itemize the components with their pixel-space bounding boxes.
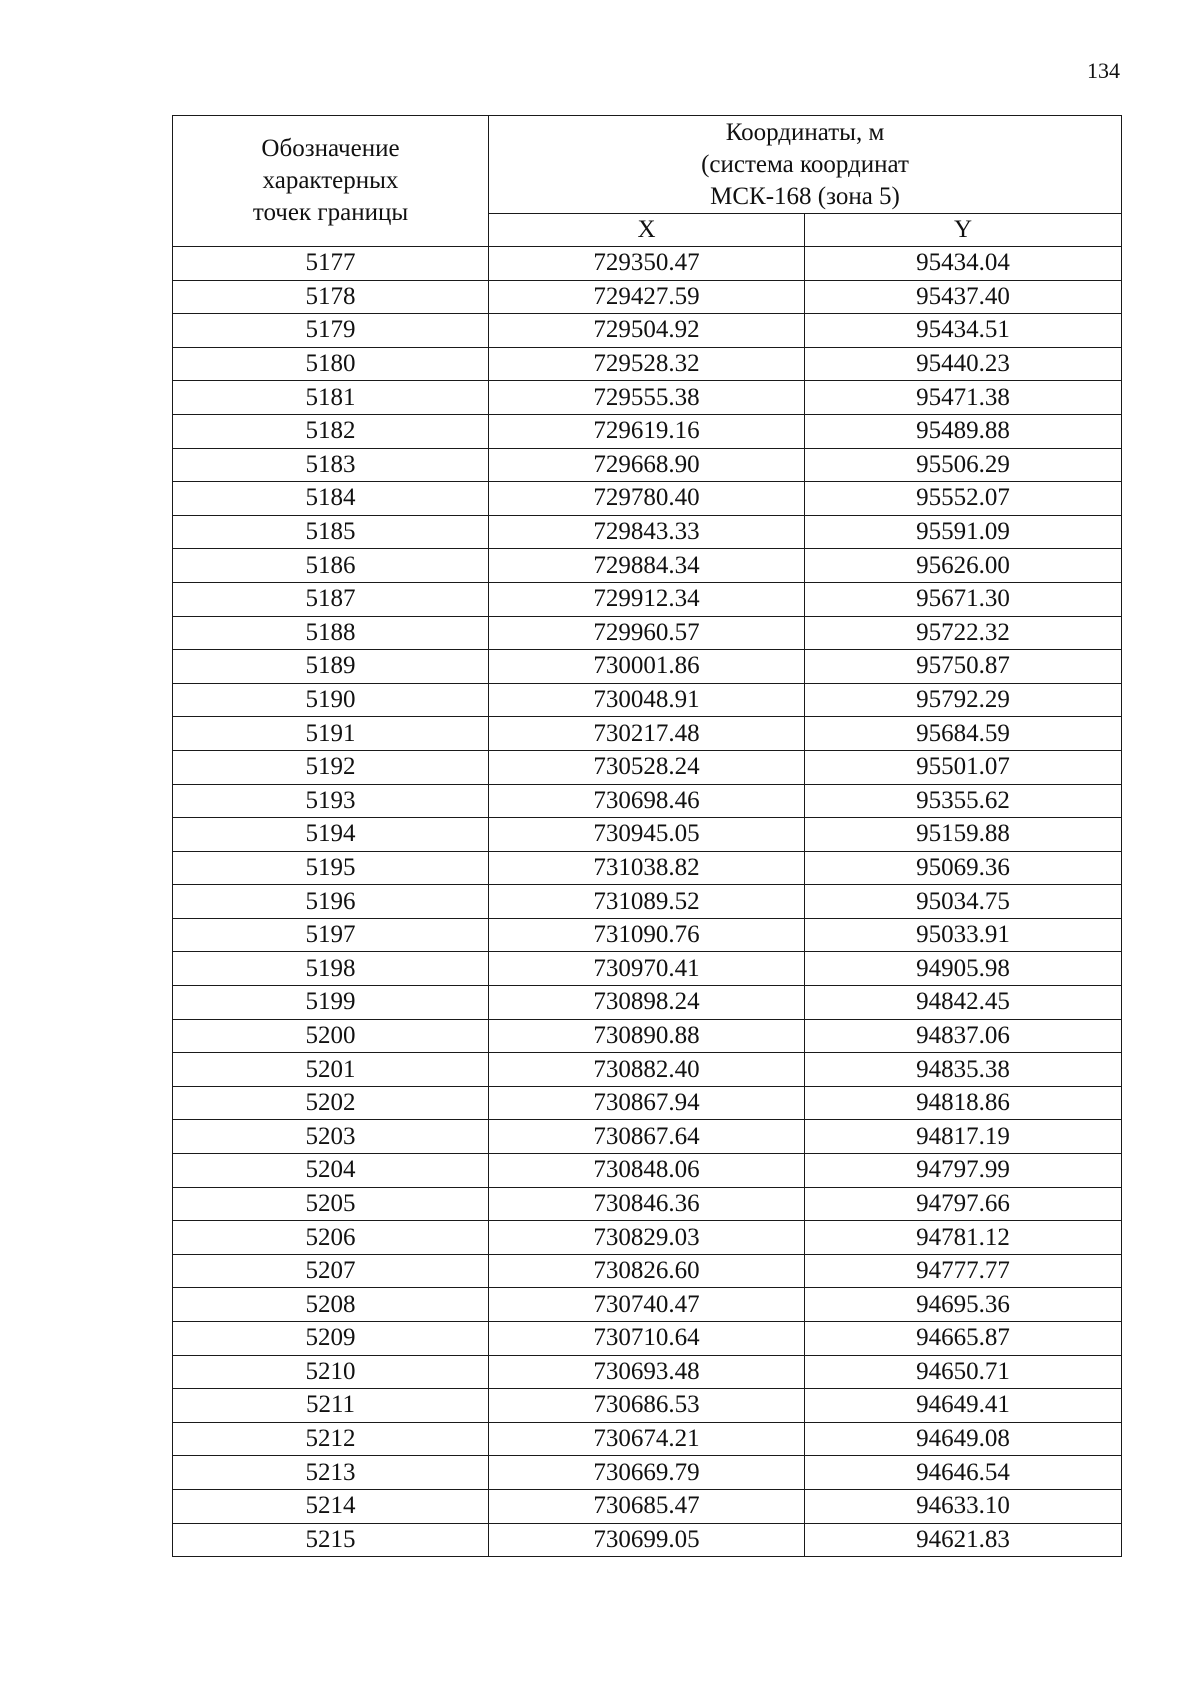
cell-y: 94650.71 <box>805 1355 1122 1389</box>
cell-y: 95034.75 <box>805 885 1122 919</box>
cell-x: 729619.16 <box>489 414 805 448</box>
cell-x: 730685.47 <box>489 1489 805 1523</box>
table-row <box>173 515 1122 549</box>
cell-point: 5193 <box>173 784 489 818</box>
table-row <box>173 1389 1122 1423</box>
cell-y: 94665.87 <box>805 1322 1122 1356</box>
table-row <box>173 1221 1122 1255</box>
cell-x: 730001.86 <box>489 650 805 684</box>
cell-x: 729427.59 <box>489 280 805 314</box>
cell-point: 5188 <box>173 616 489 650</box>
cell-point: 5210 <box>173 1355 489 1389</box>
cell-point: 5209 <box>173 1322 489 1356</box>
cell-y: 94835.38 <box>805 1053 1122 1087</box>
cell-x: 730867.94 <box>489 1086 805 1120</box>
table-row <box>173 247 1122 281</box>
table-row <box>173 1187 1122 1221</box>
table-row <box>173 1053 1122 1087</box>
cell-x: 729884.34 <box>489 549 805 583</box>
table-row <box>173 1322 1122 1356</box>
cell-x: 730710.64 <box>489 1322 805 1356</box>
cell-point: 5192 <box>173 750 489 784</box>
cell-x: 730699.05 <box>489 1523 805 1557</box>
cell-y: 94646.54 <box>805 1456 1122 1490</box>
table-row <box>173 1523 1122 1557</box>
table-row <box>173 1422 1122 1456</box>
cell-x: 730048.91 <box>489 683 805 717</box>
cell-x: 729960.57 <box>489 616 805 650</box>
cell-x: 730829.03 <box>489 1221 805 1255</box>
cell-x: 730698.46 <box>489 784 805 818</box>
cell-x: 730693.48 <box>489 1355 805 1389</box>
cell-y: 95471.38 <box>805 381 1122 415</box>
table-row <box>173 885 1122 919</box>
cell-point: 5211 <box>173 1389 489 1423</box>
cell-x: 730674.21 <box>489 1422 805 1456</box>
cell-point: 5203 <box>173 1120 489 1154</box>
table-row <box>173 851 1122 885</box>
table-row <box>173 717 1122 751</box>
table-row <box>173 347 1122 381</box>
table-row <box>173 414 1122 448</box>
table-row <box>173 784 1122 818</box>
cell-y: 94781.12 <box>805 1221 1122 1255</box>
cell-y: 94817.19 <box>805 1120 1122 1154</box>
cell-y: 95552.07 <box>805 482 1122 516</box>
header-coordinates <box>489 116 1122 214</box>
cell-y: 94905.98 <box>805 952 1122 986</box>
page-number: 134 <box>1087 58 1120 83</box>
cell-point: 5198 <box>173 952 489 986</box>
table-row <box>173 1120 1122 1154</box>
cell-x: 729912.34 <box>489 582 805 616</box>
cell-y: 95434.04 <box>805 247 1122 281</box>
cell-y: 95506.29 <box>805 448 1122 482</box>
cell-point: 5194 <box>173 818 489 852</box>
cell-y: 95684.59 <box>805 717 1122 751</box>
cell-point: 5177 <box>173 247 489 281</box>
cell-y: 95437.40 <box>805 280 1122 314</box>
table-row <box>173 1254 1122 1288</box>
cell-y: 95792.29 <box>805 683 1122 717</box>
table-row <box>173 1154 1122 1188</box>
cell-y: 95750.87 <box>805 650 1122 684</box>
cell-y: 95489.88 <box>805 414 1122 448</box>
table-row <box>173 1288 1122 1322</box>
cell-y: 94797.99 <box>805 1154 1122 1188</box>
table-row <box>173 280 1122 314</box>
header-y: Y <box>805 214 1122 247</box>
cell-x: 730890.88 <box>489 1019 805 1053</box>
table-row <box>173 683 1122 717</box>
cell-y: 95501.07 <box>805 750 1122 784</box>
cell-x: 731089.52 <box>489 885 805 919</box>
cell-y: 94621.83 <box>805 1523 1122 1557</box>
cell-point: 5195 <box>173 851 489 885</box>
cell-point: 5196 <box>173 885 489 919</box>
cell-point: 5212 <box>173 1422 489 1456</box>
cell-y: 95159.88 <box>805 818 1122 852</box>
cell-y: 95626.00 <box>805 549 1122 583</box>
cell-point: 5184 <box>173 482 489 516</box>
cell-x: 729780.40 <box>489 482 805 516</box>
table-row <box>173 482 1122 516</box>
cell-x: 730898.24 <box>489 986 805 1020</box>
cell-y: 95434.51 <box>805 314 1122 348</box>
cell-point: 5202 <box>173 1086 489 1120</box>
cell-point: 5213 <box>173 1456 489 1490</box>
cell-y: 94842.45 <box>805 986 1122 1020</box>
table-row <box>173 952 1122 986</box>
cell-x: 729843.33 <box>489 515 805 549</box>
table-row <box>173 1019 1122 1053</box>
table-row <box>173 582 1122 616</box>
cell-x: 729350.47 <box>489 247 805 281</box>
cell-point: 5208 <box>173 1288 489 1322</box>
cell-y: 95591.09 <box>805 515 1122 549</box>
table-row <box>173 314 1122 348</box>
table-row <box>173 616 1122 650</box>
cell-point: 5205 <box>173 1187 489 1221</box>
cell-x: 729555.38 <box>489 381 805 415</box>
cell-point: 5191 <box>173 717 489 751</box>
cell-point: 5197 <box>173 918 489 952</box>
cell-y: 94797.66 <box>805 1187 1122 1221</box>
cell-y: 94649.41 <box>805 1389 1122 1423</box>
cell-x: 731090.76 <box>489 918 805 952</box>
cell-point: 5183 <box>173 448 489 482</box>
table-row <box>173 918 1122 952</box>
cell-point: 5180 <box>173 347 489 381</box>
cell-y: 95671.30 <box>805 582 1122 616</box>
cell-point: 5200 <box>173 1019 489 1053</box>
table-row <box>173 1456 1122 1490</box>
cell-y: 94837.06 <box>805 1019 1122 1053</box>
table-row <box>173 750 1122 784</box>
cell-point: 5201 <box>173 1053 489 1087</box>
cell-point: 5215 <box>173 1523 489 1557</box>
cell-point: 5187 <box>173 582 489 616</box>
cell-point: 5185 <box>173 515 489 549</box>
cell-point: 5214 <box>173 1489 489 1523</box>
cell-x: 730669.79 <box>489 1456 805 1490</box>
cell-point: 5178 <box>173 280 489 314</box>
table-row <box>173 448 1122 482</box>
table-body <box>173 247 1122 1557</box>
cell-point: 5206 <box>173 1221 489 1255</box>
table-row <box>173 818 1122 852</box>
cell-x: 730848.06 <box>489 1154 805 1188</box>
cell-x: 730970.41 <box>489 952 805 986</box>
cell-x: 730528.24 <box>489 750 805 784</box>
cell-y: 95069.36 <box>805 851 1122 885</box>
cell-y: 94818.86 <box>805 1086 1122 1120</box>
cell-point: 5207 <box>173 1254 489 1288</box>
cell-y: 95440.23 <box>805 347 1122 381</box>
cell-y: 94649.08 <box>805 1422 1122 1456</box>
cell-point: 5189 <box>173 650 489 684</box>
cell-y: 94633.10 <box>805 1489 1122 1523</box>
cell-y: 94777.77 <box>805 1254 1122 1288</box>
cell-x: 730867.64 <box>489 1120 805 1154</box>
cell-point: 5181 <box>173 381 489 415</box>
header-point-label: Обозначение характерных точек границы <box>252 135 409 226</box>
table-row <box>173 650 1122 684</box>
table-header-row <box>173 116 1122 214</box>
cell-y: 95722.32 <box>805 616 1122 650</box>
cell-x: 729504.92 <box>489 314 805 348</box>
coordinates-table <box>172 115 1122 1557</box>
cell-point: 5199 <box>173 986 489 1020</box>
table-row <box>173 549 1122 583</box>
cell-x: 730945.05 <box>489 818 805 852</box>
cell-point: 5186 <box>173 549 489 583</box>
cell-x: 729668.90 <box>489 448 805 482</box>
table-row <box>173 1086 1122 1120</box>
table-row <box>173 1489 1122 1523</box>
cell-x: 731038.82 <box>489 851 805 885</box>
cell-y: 95033.91 <box>805 918 1122 952</box>
table-row <box>173 1355 1122 1389</box>
cell-y: 94695.36 <box>805 1288 1122 1322</box>
table-row <box>173 381 1122 415</box>
cell-x: 730686.53 <box>489 1389 805 1423</box>
cell-point: 5182 <box>173 414 489 448</box>
cell-point: 5179 <box>173 314 489 348</box>
cell-x: 730826.60 <box>489 1254 805 1288</box>
header-point-designation <box>173 116 489 247</box>
cell-x: 730740.47 <box>489 1288 805 1322</box>
cell-x: 729528.32 <box>489 347 805 381</box>
header-coordinates-label: Координаты, м (система координат МСК-168 (зона 5) <box>701 118 909 210</box>
table-row <box>173 986 1122 1020</box>
cell-point: 5204 <box>173 1154 489 1188</box>
cell-x: 730882.40 <box>489 1053 805 1087</box>
cell-x: 730846.36 <box>489 1187 805 1221</box>
cell-point: 5190 <box>173 683 489 717</box>
header-x: X <box>489 214 805 247</box>
cell-x: 730217.48 <box>489 717 805 751</box>
cell-y: 95355.62 <box>805 784 1122 818</box>
